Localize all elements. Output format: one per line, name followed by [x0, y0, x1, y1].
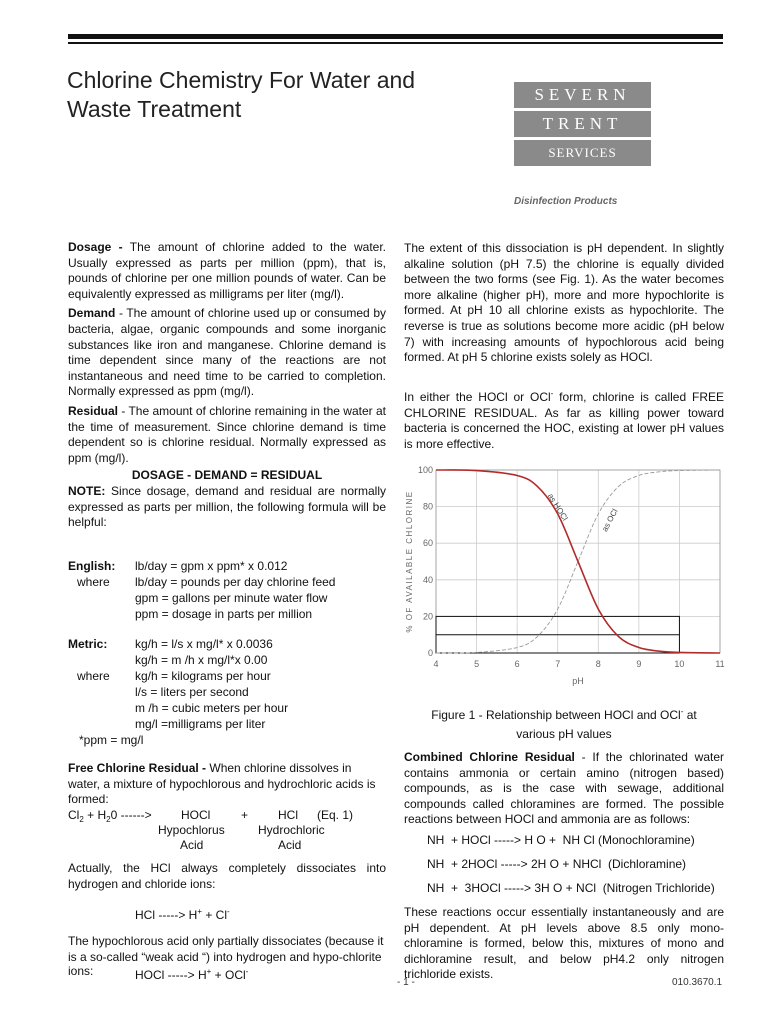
p2a: In either the HOCl or OCl	[404, 390, 551, 404]
x-tick-label: 8	[595, 659, 601, 669]
residual-term: Residual	[68, 403, 119, 418]
metric-def: l/s = liters per second	[135, 685, 249, 699]
x-axis-label: pH	[572, 676, 584, 686]
sup: -	[550, 389, 554, 398]
note-text: Since dosage, demand and residual are normally expressed as parts per million, the following formula will be helpful:	[68, 483, 386, 530]
dissociation-paragraph: The extent of this dissociation is pH dependent. In slightly alkaline solution (pH 7.5) the chlorine is equally divided between the two forms (see Fig. 1). As the water becomes more alkaline (higher pH), more and more hypochlorite is formed. At pH 10 all chlorine exists as hypochlorite. The reverse is true as solutions become more acidic (pH below 7) with increasing amounts of hypochlorous acid being formed. At pH 5 chlorine exists solely as HOCl.	[404, 241, 724, 365]
eq1-name: Acid	[278, 837, 302, 852]
sup: +	[197, 907, 202, 916]
english-formula-block	[68, 559, 388, 623]
metric-formula: kg/h = l/s x mg/l* x 0.0036	[135, 637, 273, 651]
eq1-sub: 2	[79, 814, 84, 824]
eq1-name: Hypochlorus	[158, 822, 225, 837]
caption-text: at	[683, 708, 697, 722]
hocl-ocl-chart	[403, 460, 725, 692]
hocl-ocl: + OCl	[211, 968, 246, 982]
residual-equation: DOSAGE - DEMAND = RESIDUAL	[131, 468, 323, 483]
sup: -	[227, 907, 230, 916]
severn-trent-logo	[514, 82, 651, 169]
actually-paragraph: Actually, the HCl always completely dissociates into hydrogen and chloride ions:	[68, 861, 386, 891]
eq1-hocl: HOCl	[181, 807, 211, 822]
dosage-text: The amount of chlorine added to the water. Usually expressed as parts per million (ppm), that is, pounds of chlorine per one million pounds of water. Can be equivalently expressed as milligrams per liter (mg/l).	[68, 240, 386, 301]
english-def: ppm = dosage in parts per million	[135, 607, 313, 621]
demand-text: - The amount of chlorine used up or consumed by bacteria, algae, organic compounds and some inorganic substances like iron and manganese. Chlorine demand is time dependent since many of the reactions are not instantaneous and need time to be carried to completion. Normally expressed as ppm (mg/l).	[68, 306, 386, 399]
eq1-plus: +	[241, 807, 249, 822]
y-tick-label: 80	[422, 501, 433, 512]
top-rule-thick	[68, 34, 723, 39]
y-tick-label: 40	[422, 574, 433, 585]
where-label: where	[77, 575, 110, 589]
demand-term: Demand	[68, 306, 116, 321]
eq1-name: Acid	[180, 837, 204, 852]
sup: -	[245, 967, 249, 976]
ccr-term: Combined Chlorine Residual	[404, 750, 575, 764]
x-tick-label: 11	[715, 659, 725, 669]
english-def: lb/day = pounds per day chlorine feed	[135, 575, 336, 589]
logo-line-services: SERVICES	[514, 140, 651, 166]
reaction-1: NH + HOCl -----> H O + NH Cl (Monochloramine)	[427, 833, 695, 847]
hypochlorous-paragraph: The hypochlorous acid only partially dissociates (because it is a so-called “weak acid “) into hydrogen and hypo-chlorite	[68, 934, 384, 964]
caption-text: Figure 1 - Relationship between HOCl and OCl	[431, 708, 681, 722]
series-label-ocl: as OCl	[600, 507, 620, 534]
residual-text: - The amount of chlorine remaining in the water at the time of measurement. Since chlorine demand is time dependent so is chlorine residual. Normally expressed as ppm (mg/l).	[68, 403, 386, 465]
y-tick-label: 100	[417, 465, 433, 475]
logo-line-severn: SEVERN	[514, 82, 651, 108]
metric-def: kg/h = kilograms per hour	[135, 669, 271, 683]
y-tick-label: 0	[427, 648, 433, 658]
hcl-dissociation	[135, 904, 230, 924]
y-tick-label: 60	[422, 538, 433, 549]
x-tick-label: 4	[433, 659, 439, 669]
left-column	[68, 240, 386, 531]
english-label: English:	[68, 559, 116, 573]
reaction-2: NH + 2HOCl -----> 2H O + NHCl (Dichloramine)	[427, 857, 687, 871]
metric-label: Metric:	[68, 637, 108, 651]
hcl-cl: + Cl	[202, 908, 228, 922]
dosage-term: Dosage -	[68, 240, 123, 254]
residual-paragraph	[68, 404, 386, 466]
hocl-dissociation	[135, 964, 248, 984]
x-tick-label: 9	[636, 659, 642, 669]
equation-1	[68, 808, 386, 854]
eq1-plus: +	[87, 807, 95, 822]
english-def: gpm = gallons per minute water flow	[135, 591, 328, 605]
demand-paragraph	[68, 306, 386, 400]
fcr-paragraph	[68, 761, 386, 808]
metric-def: mg/l =milligrams per liter	[135, 717, 266, 731]
eq1-sub: 2	[106, 814, 111, 824]
series-hocl-line	[436, 470, 720, 653]
logo-line-trent: TRENT	[514, 111, 651, 137]
hocl-eq: HOCl -----> H	[135, 968, 207, 982]
caption-text: various pH values	[516, 727, 612, 741]
dosage-paragraph	[68, 240, 386, 302]
y-axis-label: % OF AVAILABLE CHLORINE	[405, 490, 414, 633]
ccr-text: - If the chlorinated water contains ammonia or certain amino (nitrogen based) compounds, as is the case with sewage, additional compounds called chloramines are formed. The possible reactions between HOCl and ammonia are as follows:	[404, 750, 724, 827]
p2b: form, chlorine is called FREE CHLORINE RESIDUAL. As far as killing power toward bacteria is concerned the HOC, existing at lower pH values is more effective.	[404, 390, 724, 451]
series-label-hocl: as HOCl	[545, 491, 570, 523]
free-residual-paragraph	[404, 386, 724, 452]
logo-tagline: Disinfection Products	[514, 196, 618, 207]
note-paragraph	[68, 484, 386, 531]
page-number: - 1 -	[397, 977, 415, 988]
reactions-paragraph: These reactions occur essentially instantaneously and are pH dependent. At pH levels above 8.5 only mono-chloramine is formed, below this, mixtures of mono and dichloramine result, and below pH4.2 only nitrogen trichloride exists.	[404, 905, 724, 982]
ppm-note: *ppm = mg/l	[79, 733, 144, 747]
eq1-hcl: HCl	[278, 807, 298, 822]
x-tick-label: 6	[514, 659, 520, 669]
english-formula: lb/day = gpm x ppm* x 0.012	[135, 559, 288, 573]
fcr-term: Free Chlorine Residual -	[68, 761, 207, 775]
x-tick-label: 10	[674, 659, 685, 669]
eq1-h: H	[97, 807, 107, 822]
sup: -	[680, 707, 684, 716]
ions-label: ions:	[68, 964, 94, 978]
page-title: Chlorine Chemistry For Water and Waste Treatment	[67, 67, 416, 122]
reaction-3: NH + 3HOCl -----> 3H O + NCl (Nitrogen Trichloride)	[427, 881, 715, 895]
document-code: 010.3670.1	[672, 977, 723, 988]
x-tick-label: 5	[474, 659, 480, 669]
where-label: where	[77, 669, 110, 683]
metric-formula: kg/h = m /h x mg/l*x 0.00	[135, 653, 268, 667]
combined-residual-paragraph	[404, 750, 724, 828]
sup: +	[206, 967, 212, 976]
metric-formula-block	[68, 637, 388, 749]
eq1-number: (Eq. 1)	[317, 807, 354, 822]
free-chlorine-block	[68, 761, 386, 854]
eq1-arrow: 0 ------>	[110, 807, 152, 822]
y-tick-label: 20	[422, 611, 433, 622]
eq1-name: Hydrochloric	[258, 822, 325, 837]
note-term: NOTE:	[68, 483, 106, 498]
figure-caption	[404, 702, 724, 744]
x-tick-label: 7	[555, 659, 561, 669]
eq1-cl: Cl	[68, 807, 80, 822]
metric-def: m /h = cubic meters per hour	[135, 701, 289, 715]
hcl-eq: HCl -----> H	[135, 908, 198, 922]
fcr-text: When chlorine dissolves in water, a mixture of hypochlorous and hydrochloric acids is formed:	[68, 761, 376, 807]
top-rule-thin	[68, 42, 723, 44]
